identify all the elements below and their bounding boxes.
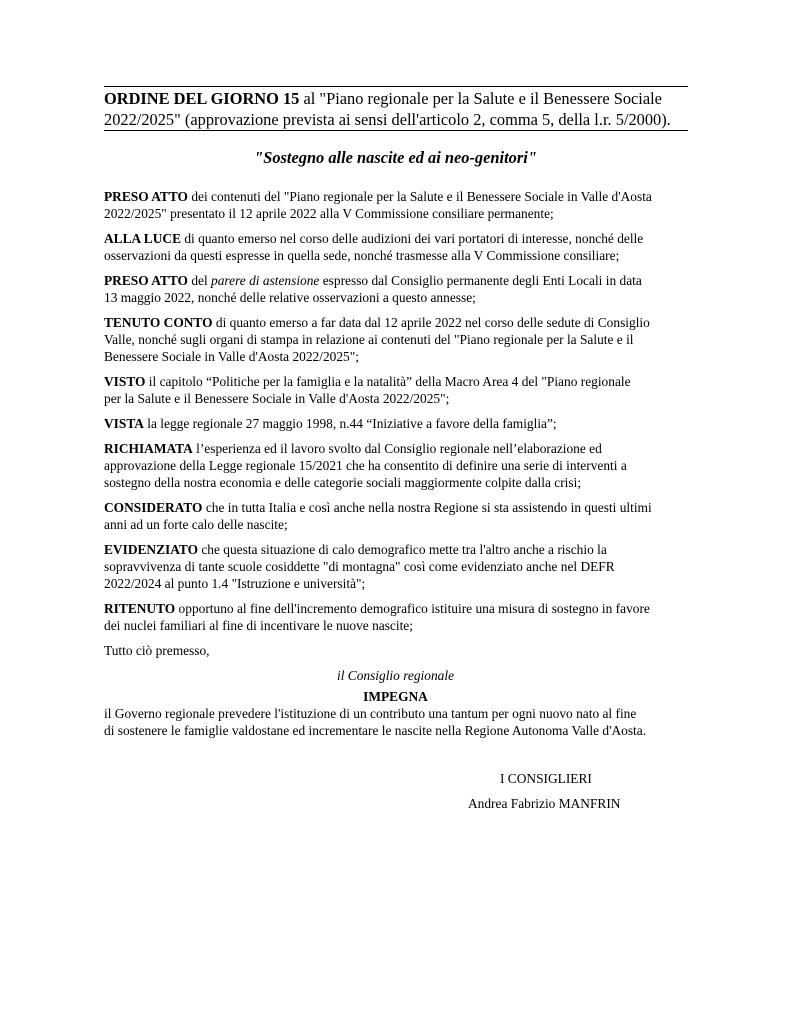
recital-alla-luce — [104, 230, 688, 264]
premise-text: Tutto ciò premesso, — [104, 643, 210, 658]
recital-line: dei nuclei familiari al fine di incentivare le nuove nascite; — [104, 618, 413, 633]
recital-lead: EVIDENZIATO — [104, 542, 199, 557]
header-bottom-rule — [104, 130, 688, 131]
recital-text: di quanto emerso a far data dal 12 aprile 2022 nel corso delle sedute di Consiglio — [212, 315, 650, 330]
recital-line: per la Salute e il Benessere Sociale in Valle d'Aosta 2022/2025"; — [104, 391, 450, 406]
heading-line-1 — [104, 88, 690, 109]
recital-text: espresso dal Consiglio permanente degli Enti Locali in data — [319, 273, 642, 288]
recital-line — [104, 440, 688, 457]
recital-line — [104, 415, 688, 432]
council-label: il Consiglio regionale — [336, 668, 455, 683]
recital-text: di quanto emerso nel corso delle audizioni dei vari portatori di interesse, nonché delle — [181, 231, 644, 246]
commitment-line: di sostenere le famiglie valdostane ed incrementare le nascite nella Regione Autonoma Valle d'Aosta. — [104, 723, 647, 738]
recital-visto — [104, 373, 688, 407]
recital-tenuto-conto — [104, 314, 688, 365]
document-subtitle: "Sostegno alle nascite ed ai neo-genitori" — [254, 148, 537, 167]
recital-line: sostegno della nostra economia e delle categorie sociali maggiormente colpite dalla crisi; — [104, 475, 582, 490]
recital-line: 13 maggio 2022, nonché delle relative osservazioni a questo annesse; — [104, 290, 476, 305]
recital-lead: PRESO ATTO — [104, 189, 188, 204]
recital-lead: VISTO — [104, 374, 146, 389]
commitment-text — [104, 705, 688, 739]
recital-lead: RITENUTO — [104, 601, 176, 616]
recital-line: 2022/2025" presentato il 12 aprile 2022 alla V Commissione consiliare permanente; — [104, 206, 554, 221]
recital-line — [104, 600, 688, 617]
recital-lead: RICHIAMATA — [104, 441, 193, 456]
recital-evidenziato — [104, 541, 688, 592]
recital-lead: TENUTO CONTO — [104, 315, 213, 330]
commitment-line: il Governo regionale prevedere l'istituzione di un contributo una tantum per ogni nuovo nato al fine — [104, 706, 637, 721]
document-heading — [104, 88, 690, 130]
recital-line — [104, 230, 688, 247]
recital-emphasis: parere di astensione — [211, 273, 320, 288]
recital-preso-atto-1 — [104, 188, 688, 222]
recital-text: che in tutta Italia e così anche nella nostra Regione si sta assistendo in questi ultimi — [202, 500, 652, 515]
recital-preso-atto-2 — [104, 272, 688, 306]
recital-vista — [104, 415, 688, 432]
recital-lead: CONSIDERATO — [104, 500, 203, 515]
recital-lead: ALLA LUCE — [104, 231, 182, 246]
recital-line: sopravvivenza di tante scuole cosiddette "di montagna" così come evidenziato anche nel DEFR — [104, 559, 615, 574]
recital-line — [104, 272, 688, 289]
recital-text: la legge regionale 27 maggio 1998, n.44 “Iniziative a favore della famiglia”; — [143, 416, 557, 431]
recital-line — [104, 499, 688, 516]
recital-text: il capitolo “Politiche per la famiglia e la natalità” della Macro Area 4 del "Piano regionale — [145, 374, 631, 389]
recital-line: Benessere Sociale in Valle d'Aosta 2022/2025"; — [104, 349, 359, 364]
recital-line — [104, 314, 688, 331]
recital-text: opportuno al fine dell'incremento demografico istituire una misura di sostegno in favore — [175, 601, 650, 616]
recital-text: che questa situazione di calo demografico mette tra l'altro anche a rischio la — [198, 542, 607, 557]
signature-name: Andrea Fabrizio MANFRIN — [468, 796, 621, 811]
recital-line — [104, 188, 688, 205]
heading-line-1-text: al "Piano regionale per la Salute e il Benessere Sociale — [299, 89, 662, 108]
signature-role: I CONSIGLIERI — [500, 771, 592, 786]
recital-lead: VISTA — [104, 416, 144, 431]
recital-line — [104, 541, 688, 558]
recital-line: approvazione della Legge regionale 15/2021 che ha consentito di definire una serie di interventi a — [104, 458, 627, 473]
recital-ritenuto — [104, 600, 688, 634]
recital-line: Valle, nonché sugli organi di stampa in relazione ai contenuti del "Piano regionale per la Salute e il — [104, 332, 634, 347]
recital-text: dei contenuti del "Piano regionale per la Salute e il Benessere Sociale in Valle d'Aosta — [187, 189, 652, 204]
header-top-rule — [104, 86, 688, 87]
recital-line: anni ad un forte calo delle nascite; — [104, 517, 288, 532]
premise — [104, 642, 688, 659]
recital-line: 2022/2024 al punto 1.4 "Istruzione e università"; — [104, 576, 366, 591]
recital-lead: PRESO ATTO — [104, 273, 188, 288]
recital-line: osservazioni da questi espresse in quella sede, nonché trasmesse alla V Commissione consiliare; — [104, 248, 620, 263]
heading-line-2: 2022/2025" (approvazione prevista ai sensi dell'articolo 2, comma 5, della l.r. 5/2000). — [104, 110, 671, 129]
commits-heading: IMPEGNA — [363, 689, 428, 704]
recital-richiamata — [104, 440, 688, 491]
recital-considerato — [104, 499, 688, 533]
recital-text: l’esperienza ed il lavoro svolto dal Consiglio regionale nell’elaborazione ed — [192, 441, 602, 456]
recital-line — [104, 373, 688, 390]
agenda-number: ORDINE DEL GIORNO 15 — [104, 89, 300, 108]
recital-text: del — [187, 273, 212, 288]
